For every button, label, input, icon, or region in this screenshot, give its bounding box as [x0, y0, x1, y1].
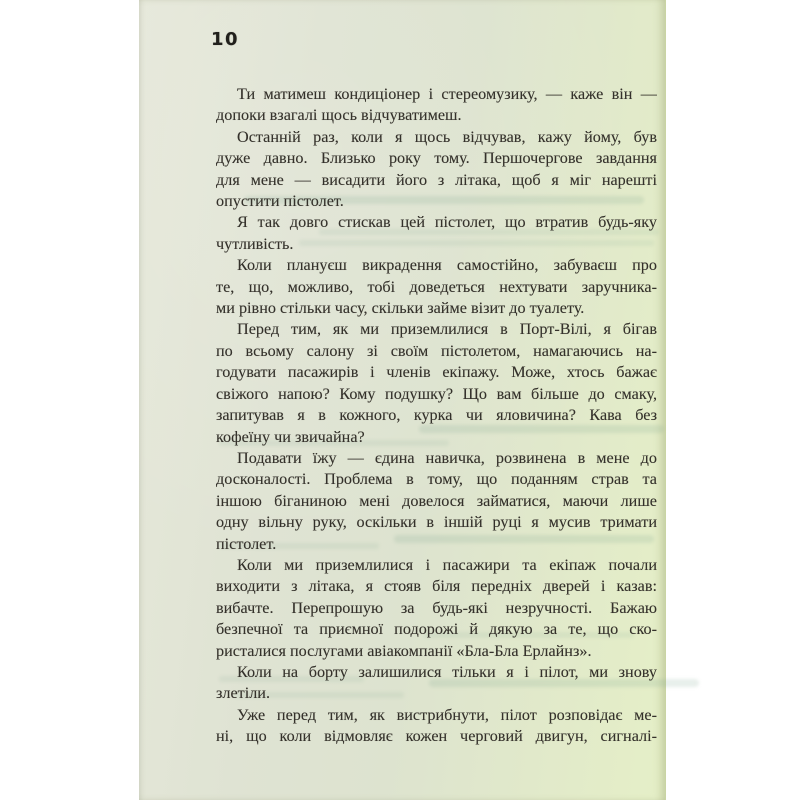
paragraph: [216, 127, 657, 213]
text-line: досконалості. Проблема в тому, що поданням страв та: [216, 470, 657, 489]
text-line: годувати пасажирів і членів екіпажу. Може, хтось бажає: [216, 363, 657, 382]
text-line: Подавати їжу — єдина навичка, розвинена в мене до: [237, 448, 657, 467]
text-line: пістолет.: [216, 534, 277, 553]
paragraph: [216, 84, 657, 127]
text-line: опустити пістолет.: [216, 192, 344, 211]
text-line: одну вільну руку, оскільки в іншій руці я мусив тримати: [216, 513, 657, 532]
text-line: те, що, можливо, тобі доведеться нехтувати заручника-: [216, 277, 657, 296]
book-page: [139, 0, 666, 800]
text-line: кофеїну чи звичайна?: [216, 427, 365, 446]
text-line: Уже перед тим, як вистрибнути, пілот розповідає ме-: [237, 705, 657, 724]
paragraph: [216, 662, 657, 705]
text-line: для мене — висадити його з літака, щоб я міг нарешті: [216, 170, 657, 189]
text-line: Коли ми приземлилися і пасажири та екіпаж почали: [237, 555, 657, 574]
text-line: чутливість.: [216, 234, 294, 253]
text-line: вибачте. Перепрошую за будь-які незручності. Бажаю: [216, 598, 657, 617]
text-line: безпечної та приємної подорожі й дякую за те, що ско-: [216, 620, 657, 639]
paragraph: [216, 255, 657, 319]
body-text: [216, 84, 657, 748]
text-line: іншою біганиною мені довелося займатися, маючи лише: [216, 491, 657, 510]
text-line: допоки взагалі щось відчуватимеш.: [216, 106, 462, 125]
text-line: Коли плануєш викрадення самостійно, забуваєш про: [237, 256, 657, 275]
text-line: злетіли.: [216, 684, 271, 703]
text-line: виходити з літака, я стояв біля передніх дверей і казав:: [216, 577, 657, 596]
paragraph: [216, 705, 657, 748]
text-line: дуже давно. Близько року тому. Першочергове завдання: [216, 149, 657, 168]
paragraph: [216, 555, 657, 662]
text-line: Перед тим, як ми приземлилися в Порт-Вілі, я бігав: [237, 320, 657, 339]
text-line: Останній раз, коли я щось відчував, кажу йому, був: [237, 127, 657, 146]
paragraph: [216, 319, 657, 447]
text-line: по всьому салону зі своїм пістолетом, намагаючись на-: [216, 341, 657, 360]
paragraph: [216, 212, 657, 255]
text-line: Ти матимеш кондиціонер і стереомузику, — каже він —: [237, 85, 657, 103]
text-line: ми рівно стільки часу, скільки займе візит до туалету.: [216, 299, 585, 318]
page-number: 10: [211, 29, 240, 50]
text-line: Коли на борту залишилися тільки я і пілот, ми знову: [237, 662, 657, 681]
paragraph: [216, 448, 657, 555]
text-line: ні, що коли відмовляє кожен черговий двигун, сигналі-: [216, 727, 657, 746]
text-line: запитував я в кожного, курка чи яловичина? Кава без: [216, 406, 657, 425]
text-line: ристалися послугами авіакомпанії «Бла-Бла Ерлайнз».: [216, 641, 592, 660]
text-line: свіжого напою? Кому подушку? Що вам більше до смаку,: [216, 384, 657, 403]
text-line: Я так довго стискав цей пістолет, що втратив будь-яку: [237, 213, 657, 232]
